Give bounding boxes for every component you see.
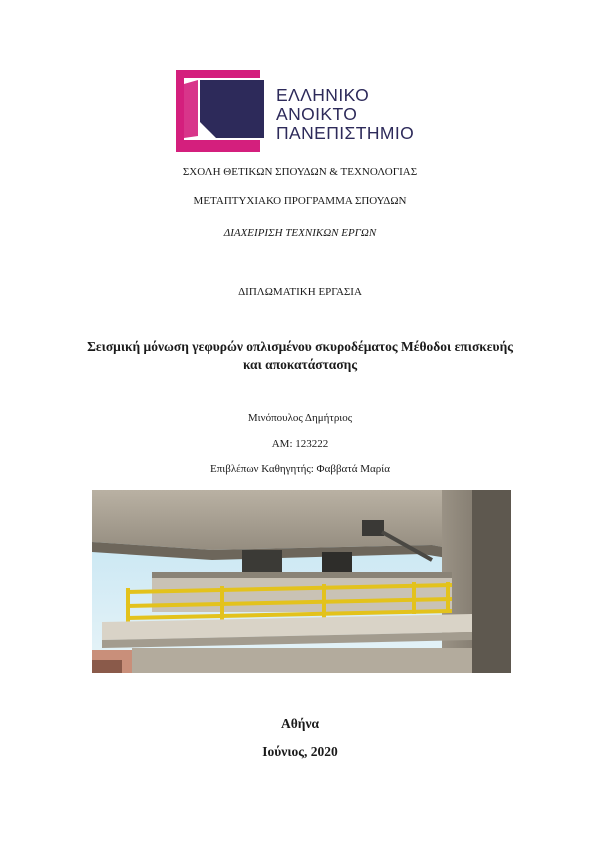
logo-line-1: ΕΛΛΗΝΙΚΟ [276,85,370,105]
date: Ιούνιος, 2020 [262,744,338,759]
student-id: ΑΜ: 123222 [271,438,329,450]
thesis-title-line-1: Σεισμική μόνωση γεφυρών οπλισμένου σκυροδέματος Μέθοδοι επισκευής [87,339,513,354]
university-name [276,86,414,143]
supervisor: Επιβλέπων Καθηγητής: Φαββατά Μαρία [209,463,391,475]
specialization-name: ΔΙΑΧΕΙΡΙΣΗ ΤΕΧΝΙΚΩΝ ΕΡΓΩΝ [223,227,377,239]
university-logo [176,70,436,152]
school-name: ΣΧΟΛΗ ΘΕΤΙΚΩΝ ΣΠΟΥΔΩΝ & ΤΕΧΝΟΛΟΓΙΑΣ [182,166,418,178]
thesis-title [60,338,540,374]
city: Αθήνα [280,716,320,731]
program-name: ΜΕΤΑΠΤΥΧΙΑΚΟ ΠΡΟΓΡΑΜΜΑ ΣΠΟΥΔΩΝ [193,195,407,207]
logo-line-2: ΑΝΟΙΚΤΟ [276,104,358,124]
logo-line-3: ΠΑΝΕΠΙΣΤΗΜΙΟ [276,123,415,143]
university-emblem-icon [176,70,266,152]
thesis-title-line-2: και αποκατάστασης [242,357,358,372]
document-type: ΔΙΠΛΩΜΑΤΙΚΗ ΕΡΓΑΣΙΑ [238,286,362,298]
author-name: Μινόπουλος Δημήτριος [247,412,353,424]
bridge-photo [92,490,511,673]
